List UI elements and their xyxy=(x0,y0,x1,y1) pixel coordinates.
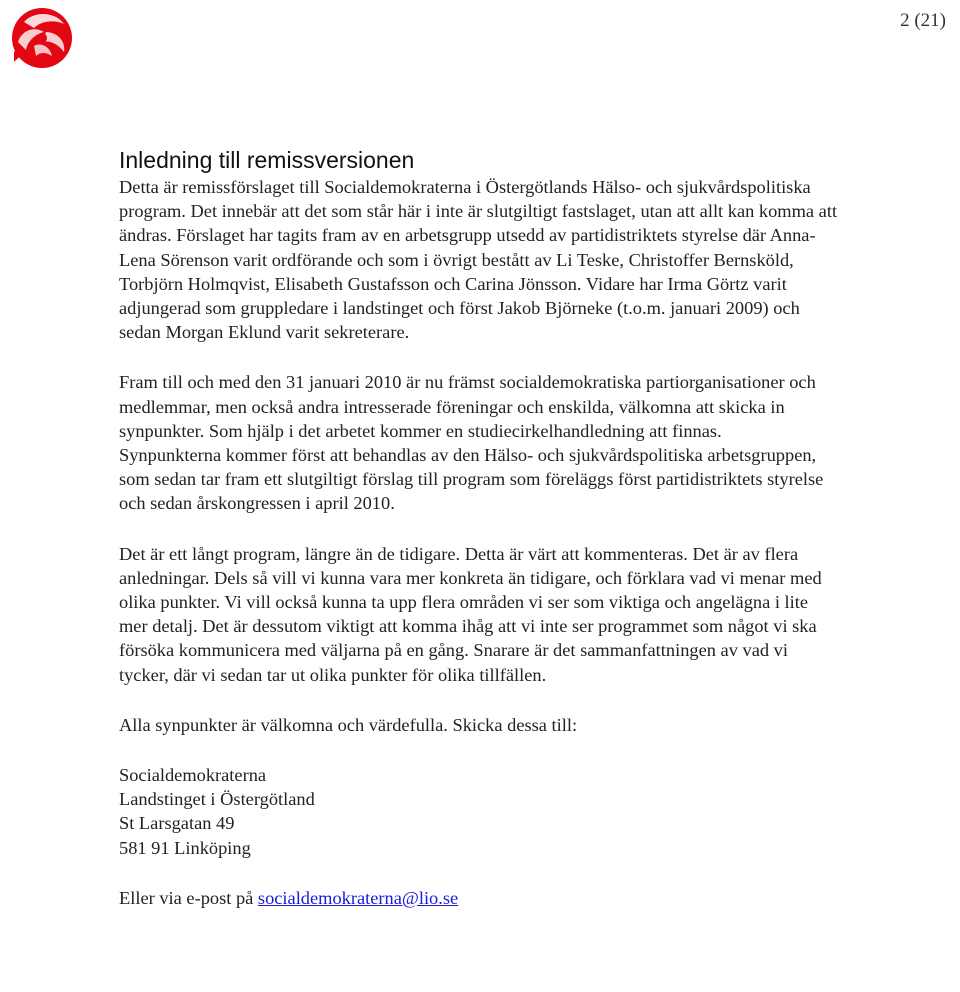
paragraph-intro: Detta är remissförslaget till Socialdemokraterna i Östergötlands Hälso- och sjukvårdspolitiska program. Det innebär att det som står här i inte är slutgiltigt fastslaget, utan att allt kan komma att ändras. Förslaget har tagits fram av en arbetsgrupp utsedd av partidistriktets styrelse där Anna-Lena Sörenson varit ordförande och som i övrigt bestått av Li Teske, Christoffer Bernsköld, Torbjörn Holmqvist, Elisabeth Gustafsson och Carina Jönsson. Vidare har Irma Görtz varit adjungerad som gruppledare i landstinget och först Jakob Björneke (t.o.m. januari 2009) och sedan Morgan Eklund varit sekreterare. xyxy=(119,177,838,343)
page-number: 2 (21) xyxy=(900,10,946,31)
paragraph-deadline: Fram till och med den 31 januari 2010 är nu främst socialdemokratiska partiorganisationer och medlemmar, men också andra intresserade föreningar och enskilda, välkomna att skicka in synpunkter. Som hjälp i det arbetet kommer en studiecirkelhandledning att finnas. xyxy=(119,372,816,441)
rose-logo-icon xyxy=(4,2,76,74)
paragraph-send-to: Alla synpunkter är välkomna och värdefulla. Skicka dessa till: xyxy=(119,714,578,735)
email-contact-line xyxy=(119,886,839,910)
paragraph-process: Synpunkterna kommer först att behandlas av den Hälso- och sjukvårdspolitiska arbetsgruppen, som sedan tar fram ett slutgiltigt förslag till program som föreläggs först partidistriktets styrelse och sedan årskongressen i april 2010. xyxy=(119,445,824,514)
document-body xyxy=(119,145,839,910)
paragraph-program-length: Det är ett långt program, längre än de tidigare. Detta är värt att kommenteras. Det är av flera anledningar. Dels så vill vi kunna vara mer konkreta än tidigare, och förklara vad vi menar med olika punkter. Vi vill också kunna ta upp flera områden vi ser som viktiga och angelägna i lite mer detalj. Det är dessutom viktigt att komma ihåg att vi inte ser programmet som något vi ska försöka kommunicera med väljarna på en gång. Snarare är det sammanfattningen av vad vi tycker, där vi sedan tar ut olika punkter för olika tillfällen. xyxy=(119,543,822,685)
postal-address xyxy=(119,763,839,860)
address-line-department: Landstinget i Östergötland xyxy=(119,789,315,810)
address-line-street: St Larsgatan 49 xyxy=(119,813,235,834)
email-prefix: Eller via e-post på xyxy=(119,887,258,908)
section-title: Inledning till remissversionen xyxy=(119,147,415,173)
email-link[interactable]: socialdemokraterna@lio.se xyxy=(257,887,459,908)
address-line-organisation: Socialdemokraterna xyxy=(119,765,267,786)
address-line-city: 581 91 Linköping xyxy=(119,837,251,858)
